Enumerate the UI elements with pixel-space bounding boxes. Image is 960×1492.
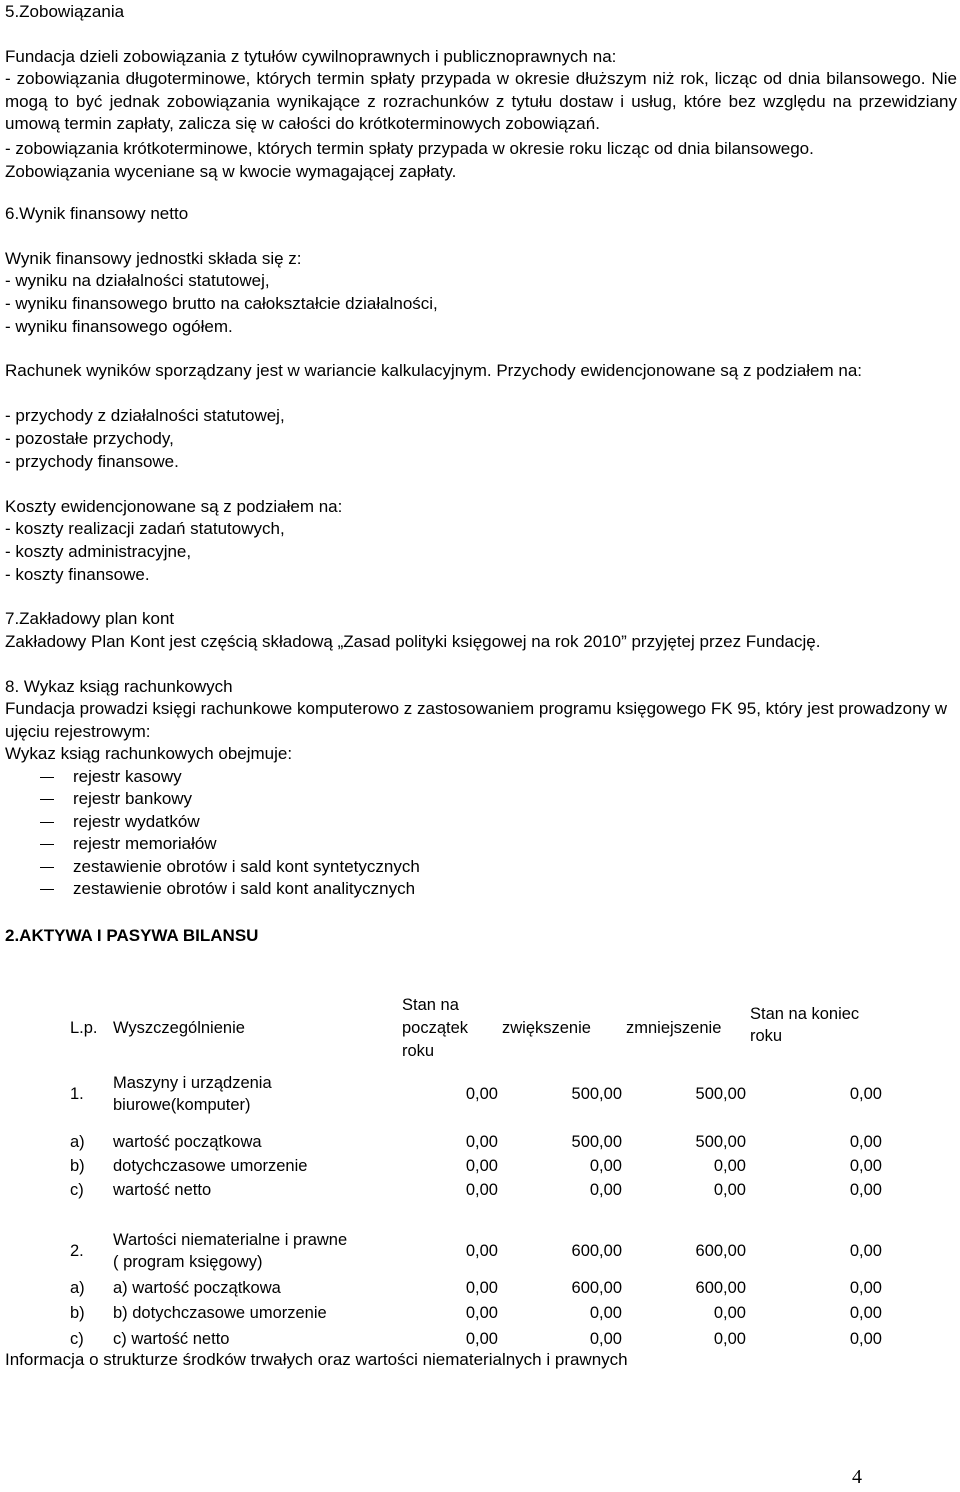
list-item: - pozostałe przychody, <box>5 429 174 448</box>
section-5-paragraph-1: Fundacja dzieli zobowiązania z tytułów cywilnoprawnych i publicznoprawnych na: <box>5 47 617 66</box>
dash-bullet-icon <box>40 844 54 845</box>
list-item: - koszty administracyjne, <box>5 542 192 561</box>
section-6-koszty-intro: Koszty ewidencjonowane są z podziałem na: <box>5 497 343 516</box>
header-decrease: zmniejszenie <box>626 1019 722 1037</box>
header-end: Stan na koniec roku <box>750 1005 860 1045</box>
section-8-heading: 8. Wykaz ksiąg rachunkowych <box>5 677 233 696</box>
section-8-paragraph-2: Wykaz ksiąg rachunkowych obejmuje: <box>5 744 293 763</box>
section-6-intro: Wynik finansowy jednostki składa się z: <box>5 249 302 268</box>
section-5-paragraph-2: - zobowiązania długoterminowe, których termin spłaty przypada w okresie dłuższym niż rok, licząc od dnia bilansowego. Nie mogą to być jednak zobowiązania wynikające z rozrachunków z tytułu dostaw i usług, które bez względu na przewidziany umową termin zapłaty, zalicza się w całości do krótkoterminowych zobowiązań. <box>5 69 957 133</box>
list-item: - wyniku na działalności statutowej, <box>5 271 270 290</box>
section-6-heading: 6.Wynik finansowy netto <box>5 204 189 223</box>
table-row: 2. Wartości niematerialne i prawne ( program księgowy) 0,00 600,00 600,00 0,00 <box>70 1231 882 1271</box>
list-item: - wyniku finansowego ogółem. <box>5 317 233 336</box>
list-item: - wyniku finansowego brutto na całokształcie działalności, <box>5 294 438 313</box>
table-row: b) dotychczasowe umorzenie 0,00 0,00 0,00 0,00 <box>70 1157 882 1175</box>
page-number: 4 <box>852 1466 862 1488</box>
header-increase: zwiększenie <box>502 1019 591 1037</box>
dash-bullet-icon <box>40 822 54 823</box>
section-2-heading: 2.AKTYWA I PASYWA BILANSU <box>5 926 259 945</box>
table-row: c) wartość netto 0,00 0,00 0,00 0,00 <box>70 1181 882 1199</box>
section-8-paragraph-1: Fundacja prowadzi księgi rachunkowe komputerowo z zastosowaniem programu księgowego FK 95, który jest prowadzony w ujęciu rejestrowym: <box>5 699 948 741</box>
header-name: Wyszczególnienie <box>113 1019 245 1037</box>
section-5-paragraph-4: Zobowiązania wyceniane są w kwocie wymagającej zapłaty. <box>5 162 457 181</box>
header-lp: L.p. <box>70 1019 98 1037</box>
table-row: 1. Maszyny i urządzenia biurowe(komputer) 0,00 500,00 500,00 0,00 <box>70 1074 882 1114</box>
dash-bullet-icon <box>40 889 54 890</box>
dash-bullet-icon <box>40 799 54 800</box>
dash-bullet-icon <box>40 867 54 868</box>
table-row: b) b) dotychczasowe umorzenie 0,00 0,00 0,00 0,00 <box>70 1304 882 1322</box>
list-item: - koszty finansowe. <box>5 565 150 584</box>
section-5-heading: 5.Zobowiązania <box>5 2 125 21</box>
assets-table <box>68 990 884 1351</box>
section-5-paragraph-3: - zobowiązania krótkoterminowe, których termin spłaty przypada w okresie roku licząc od dnia bilansowego. <box>5 139 814 158</box>
document-page: 5.Zobowiązania Fundacja dzieli zobowiązania z tytułów cywilnoprawnych i publicznoprawnych na: - zobowiązania długoterminowe, których termin spłaty przypada w okresie dłuższym niż rok, licząc od dnia bilansowego. Nie mogą to być jednak zobowiązania wynikające z rozrachunków z tytułu dostaw i usług, które bez względu na przewidziany umową termin zapłaty, zalicza się w całości do krótkoterminowych zobowiązań. - zobowiązania krótkoterminowe, których termin spłaty przypada w okresie roku licząc od dnia bilansowego. Zobowiązania wyceniane są w kwocie wymagającej zapłaty. 6.Wynik finansowy netto Wynik finansowy jednostki składa się z: - wyniku na działalności statutowej, - wyniku finansowego brutto na całokształcie działalności, - wyniku finansowego ogółem. Rachunek wyników sporządzany jest w wariancie kalkulacyjnym. Przychody ewidencjonowane są z podziałem na: - przychody z działalności statutowej, - pozostałe przychody, - przychody finansowe. Koszty ewidencjonowane są z podziałem na: - koszty realizacji zadań statutowych, - koszty administracyjne, - koszty finansowe. 7.Zakładowy plan kont Zakładowy Plan Kont jest częścią składową „Zasad polityki księgowej na rok 2010” przyjętej przez Fundację. 8. Wykaz ksiąg rachunkowych Fundacja prowadzi księgi rachunkowe komputerowo z zastosowaniem programu księgowego FK 95, który jest prowadzony w ujęciu rejestrowym: Wykaz ksiąg rachunkowych obejmuje: rejestr kasowy rejestr bankowy rejestr wydatków rejestr memoriałów zestawienie obrotów i sald kont syntetycznych zestawienie obrotów i sald kont analitycznych 2.AKTYWA I PASYWA BILANSU L.p. Wyszczególnienie Stan na początek roku zwiększenie zmniejszenie Stan na koniec roku 1. Maszyny i urządzenia biurowe(komputer) 0,00 500,00 500,00 0,00 a) wartość początkowa 0,00 500,00 500,00 0,00 b) dotychczasowe umorzenie 0,00 0,00 0,00 0,00 c) wartość netto 0,00 0,00 0,00 0,00 2. Wartości niematerialne i prawne ( program księgowy) 0,00 600,00 600,00 0,00 a) a) wartość początkowa 0,00 600,00 600,00 0,00 b) b) dotychczasowe umorzenie 0,00 0,00 0,00 0,00 c) c) wartość netto 0,00 0,00 0,00 0,00 Informacja o strukturze środków trwałych oraz wartości niematerialnych i prawnych 4 <box>5 2 957 1488</box>
list-item: - przychody z działalności statutowej, <box>5 406 285 425</box>
dash-bullet-icon <box>40 777 54 778</box>
section-6-rachunek-paragraph: Rachunek wyników sporządzany jest w wariancie kalkulacyjnym. Przychody ewidencjonowane są z podziałem na: <box>5 361 863 380</box>
list-item: - koszty realizacji zadań statutowych, <box>5 519 285 538</box>
table-row: c) c) wartość netto 0,00 0,00 0,00 0,00 <box>70 1329 882 1348</box>
table-header-row <box>68 990 884 1066</box>
table-row: a) wartość początkowa 0,00 500,00 500,00 0,00 <box>70 1133 882 1151</box>
header-start: Stan na początek roku <box>402 995 469 1060</box>
footer-note: Informacja o strukturze środków trwałych oraz wartości niematerialnych i prawnych <box>5 1350 628 1369</box>
section-7-text: Zakładowy Plan Kont jest częścią składową „Zasad polityki księgowej na rok 2010” przyjętej przez Fundację. <box>5 632 821 651</box>
list-item: - przychody finansowe. <box>5 452 179 471</box>
section-7-heading: 7.Zakładowy plan kont <box>5 609 175 628</box>
table-row: a) a) wartość początkowa 0,00 600,00 600,00 0,00 <box>70 1279 882 1297</box>
